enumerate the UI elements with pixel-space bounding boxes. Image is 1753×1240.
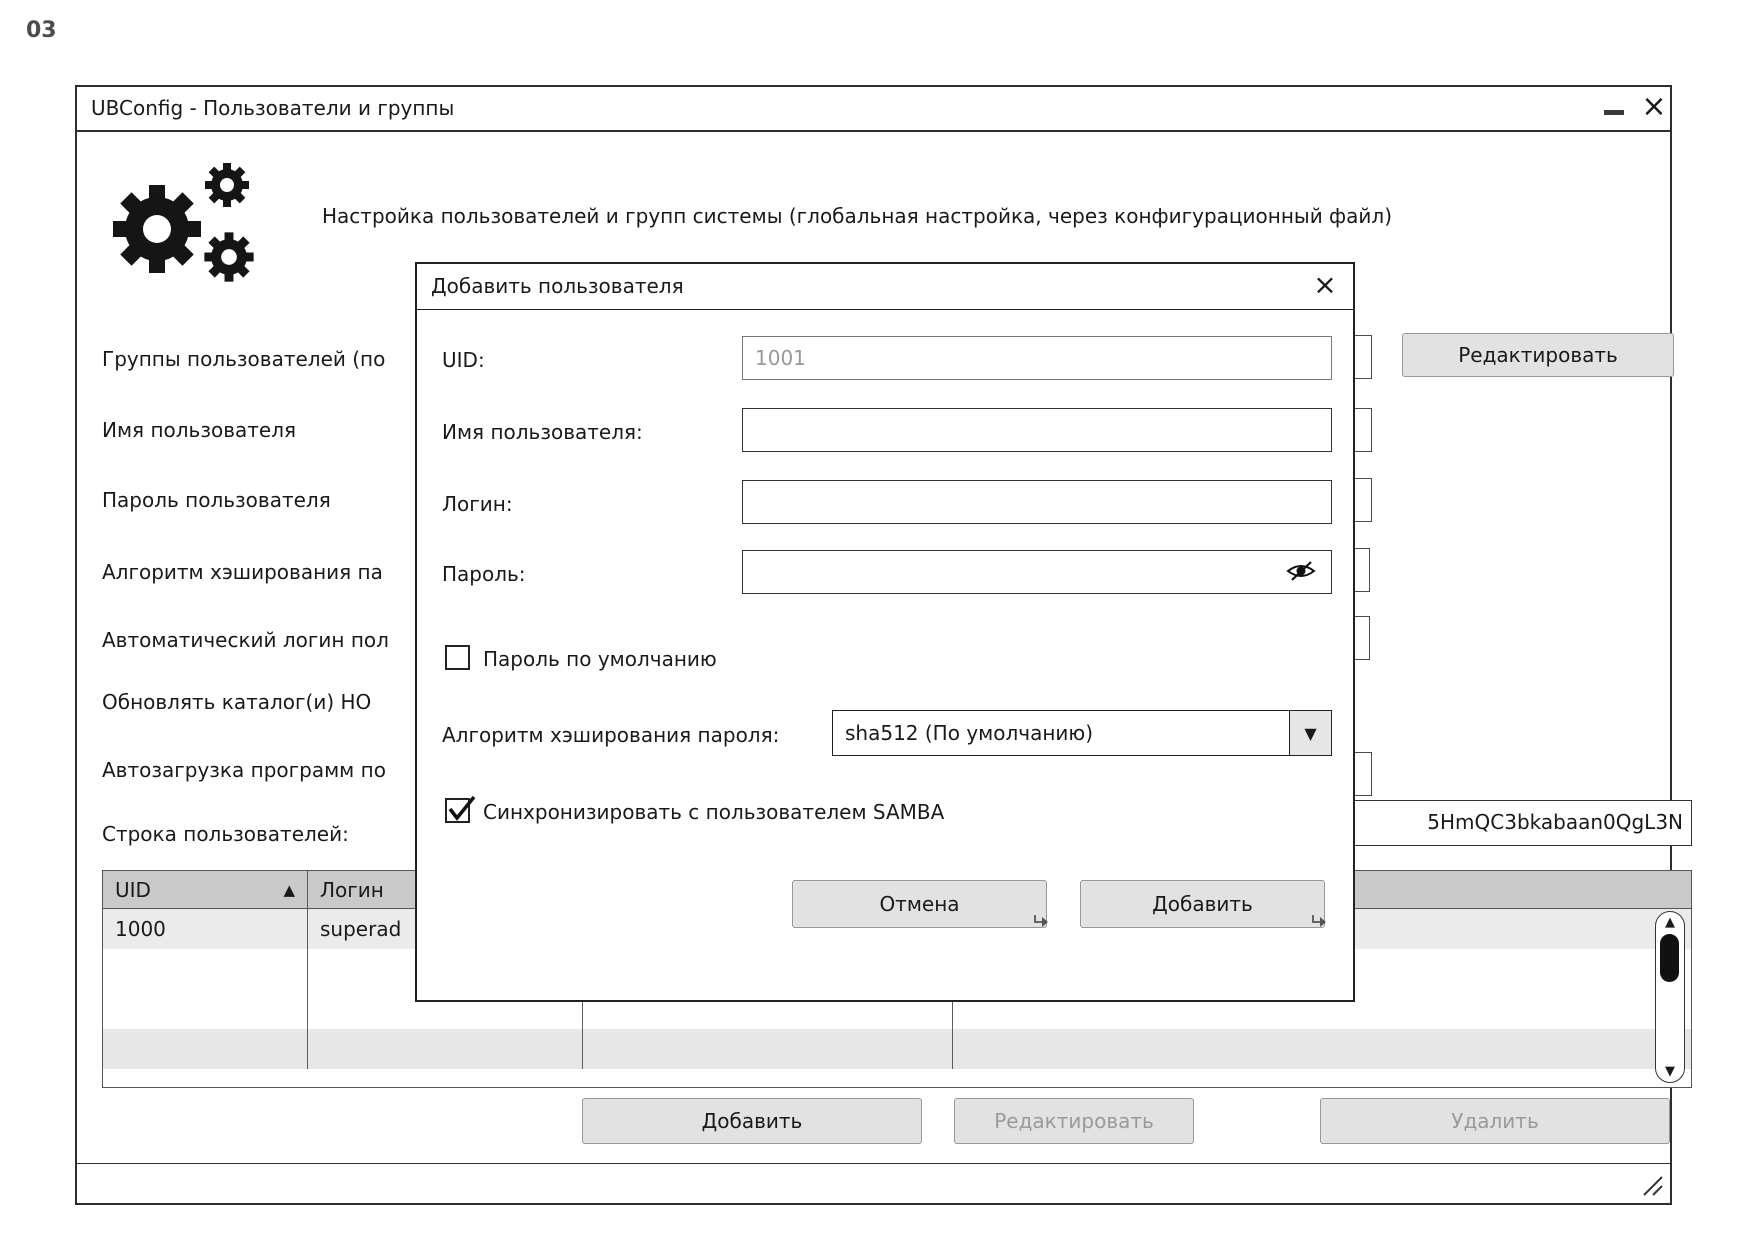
dialog-add-button[interactable] (1080, 880, 1325, 928)
window-titlebar (77, 87, 1670, 132)
add-user-button-label: Добавить (701, 1109, 803, 1133)
edit-user-button[interactable] (954, 1098, 1194, 1144)
table-scrollbar[interactable] (1655, 911, 1685, 1083)
login-label: Логин: (442, 492, 513, 516)
column-header-uid[interactable] (103, 871, 308, 908)
password-input[interactable] (742, 550, 1332, 594)
name-input[interactable] (742, 408, 1332, 452)
uid-input[interactable] (742, 336, 1332, 380)
resize-grip[interactable] (1640, 1173, 1664, 1197)
table-cell (103, 1029, 308, 1069)
dialog-cancel-button[interactable] (792, 880, 1047, 928)
window-description: Настройка пользователей и групп системы (глобальная настройка, через конфигурационный файл) (322, 204, 1392, 228)
column-label-uid: UID (115, 877, 151, 902)
label-hash-algorithm: Алгоритм хэширования па (102, 560, 383, 584)
label-update-home: Обновлять каталог(и) HO (102, 690, 372, 714)
table-row[interactable] (103, 1029, 1691, 1069)
dialog-add-label: Добавить (1152, 892, 1253, 916)
users-string-value: 5HmQC3bkabaan0QgL3N (1427, 810, 1683, 834)
settings-gears-icon (105, 145, 275, 295)
window-title: UBConfig - Пользователи и группы (91, 96, 455, 120)
add-user-dialog (415, 262, 1355, 1002)
table-cell (103, 989, 308, 1029)
label-user-name: Имя пользователя (102, 418, 297, 442)
scroll-down-icon[interactable]: ▼ (1665, 1064, 1675, 1079)
label-users-string: Строка пользователей: (102, 822, 349, 846)
column-label-login: Логин (320, 877, 384, 902)
dropdown-arrow-icon[interactable]: ▼ (1289, 711, 1331, 755)
label-user-groups: Группы пользователей (по (102, 347, 386, 371)
edit-groups-button[interactable] (1402, 333, 1674, 377)
uid-label: UID: (442, 348, 485, 372)
minimize-button[interactable] (1595, 87, 1633, 130)
delete-user-button-label: Удалить (1451, 1109, 1539, 1133)
default-password-checkbox[interactable] (445, 645, 470, 670)
cursor-arrow-icon (1032, 912, 1052, 936)
dialog-cancel-label: Отмена (879, 892, 960, 916)
cursor-arrow-icon (1310, 912, 1330, 936)
label-user-password: Пароль пользователя (102, 488, 331, 512)
sort-asc-icon: ▲ (283, 880, 295, 899)
minimize-icon (1604, 110, 1624, 115)
delete-user-button[interactable] (1320, 1098, 1670, 1144)
password-label: Пароль: (442, 562, 526, 586)
login-input[interactable] (742, 480, 1332, 524)
table-cell (953, 1029, 1691, 1069)
table-cell: superad (308, 909, 583, 949)
statusbar-divider (77, 1163, 1670, 1164)
label-auto-login: Автоматический логин пол (102, 628, 389, 652)
edit-user-button-label: Редактировать (994, 1109, 1154, 1133)
samba-sync-label: Синхронизировать с пользователем SAMBA (483, 800, 945, 824)
table-cell (103, 949, 308, 989)
dialog-titlebar (417, 264, 1353, 310)
dialog-close-button[interactable]: × (1313, 268, 1337, 301)
scroll-up-icon[interactable]: ▲ (1665, 915, 1675, 930)
name-label: Имя пользователя: (442, 420, 643, 444)
hash-algorithm-label: Алгоритм хэширования пароля: (442, 723, 780, 747)
hash-algorithm-dropdown[interactable] (832, 710, 1332, 756)
label-autostart: Автозагрузка программ по (102, 758, 386, 782)
dialog-title: Добавить пользователя (431, 274, 684, 298)
checkmark-icon (444, 792, 478, 826)
samba-sync-checkbox[interactable] (445, 798, 470, 823)
default-password-label: Пароль по умолчанию (483, 647, 717, 671)
page-number: 03 (26, 18, 57, 43)
edit-groups-button-label: Редактировать (1458, 343, 1618, 367)
table-cell (308, 1029, 583, 1069)
table-cell (583, 1029, 953, 1069)
add-user-button[interactable] (582, 1098, 922, 1144)
close-button[interactable]: × (1641, 89, 1667, 124)
table-cell: 1000 (103, 909, 308, 949)
password-visibility-icon[interactable] (1285, 558, 1317, 586)
scrollbar-thumb[interactable] (1660, 934, 1679, 982)
hash-algorithm-value: sha512 (По умолчанию) (845, 721, 1094, 745)
